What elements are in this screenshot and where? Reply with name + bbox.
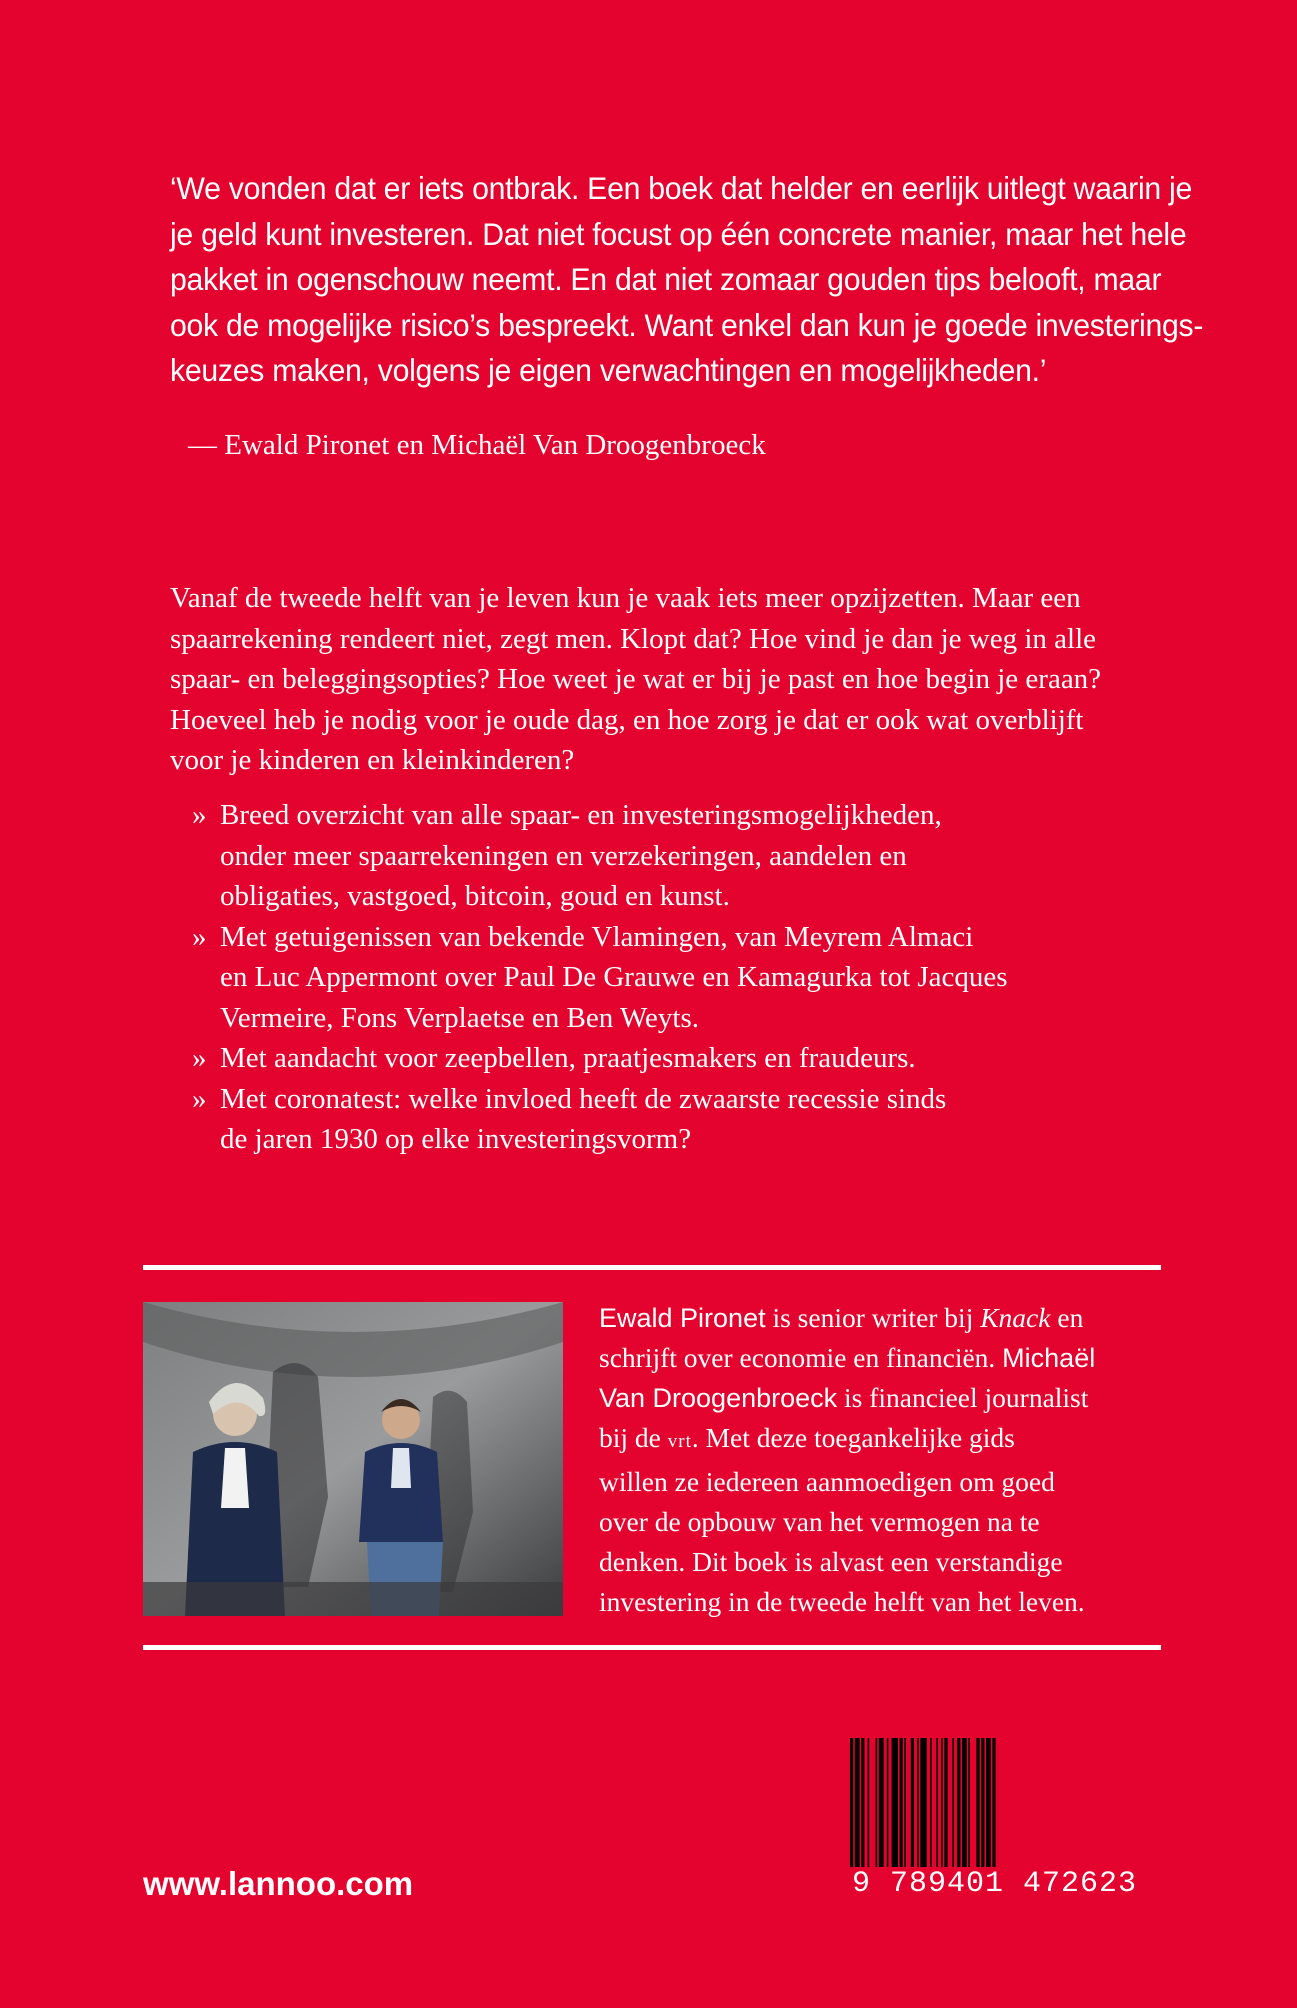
feature-line: Met aandacht voor zeepbellen, praatjesmakers en fraudeurs. — [220, 1042, 916, 1074]
author-name: Ewald Pironet — [599, 1303, 766, 1333]
quote-line: ook de mogelijke risico’s bespreekt. Want enkel dan kun je goede investerings- — [170, 306, 1204, 343]
bullet-marker-icon: » — [192, 920, 207, 953]
feature-list-item — [192, 917, 1172, 1039]
bullet-marker-icon: » — [192, 1082, 207, 1115]
quote-line: je geld kunt investeren. Dat niet focust op één concrete manier, maar het hele — [170, 215, 1187, 252]
bio-text: . Met deze toegankelijke gids — [691, 1422, 1015, 1453]
authors-photo-illustration — [143, 1302, 563, 1616]
feature-line: en Luc Appermont over Paul De Grauwe en Kamagurka tot Jacques — [220, 961, 1008, 993]
bio-line: investering in de tweede helft van het leven. — [599, 1586, 1085, 1617]
feature-line: Met getuigenissen van bekende Vlamingen, van Meyrem Almaci — [220, 920, 974, 953]
intro-line: Vanaf de tweede helft van je leven kun je vaak iets meer opzijzetten. Maar een — [170, 582, 1081, 614]
bio-text: is senior writer bij — [765, 1302, 981, 1333]
broadcaster-name: vrt — [667, 1431, 692, 1452]
magazine-name: Knack — [980, 1302, 1051, 1333]
feature-line: Vermeire, Fons Verplaetse en Ben Weyts. — [220, 1001, 700, 1034]
bio-line — [599, 1298, 1169, 1338]
bio-line — [599, 1378, 1169, 1418]
bio-line: denken. Dit boek is alvast een verstandige — [599, 1546, 1063, 1577]
author-name: Van Droogenbroeck — [599, 1383, 838, 1413]
authors-photo — [143, 1302, 563, 1616]
intro-line: voor je kinderen en kleinkinderen? — [170, 744, 575, 776]
feature-list — [192, 795, 1172, 1160]
feature-line: de jaren 1930 op elke investeringsvorm? — [220, 1123, 692, 1155]
intro-paragraph — [170, 578, 1170, 781]
feature-line: Met coronatest: welke invloed heeft de zwaarste recessie sinds — [220, 1082, 947, 1115]
quote-line: keuzes maken, volgens je eigen verwachtingen en mogelijkheden.’ — [170, 352, 1047, 388]
bio-text: en — [1050, 1302, 1084, 1333]
bio-line — [599, 1418, 1169, 1462]
bio-line: over de opbouw van het vermogen na te — [599, 1506, 1040, 1537]
bio-text: schrijft over economie en financiën. — [599, 1342, 996, 1373]
intro-line: spaarrekening rendeert niet, zegt men. Klopt dat? Hoe vind je dan je weg in alle — [170, 622, 1097, 655]
feature-list-item — [192, 795, 1172, 917]
quote-line: pakket in ogenschouw neemt. En dat niet zomaar gouden tips belooft, maar — [170, 261, 1162, 297]
intro-line: spaar- en beleggingsopties? Hoe weet je wat er bij je past en hoe begin je eraan? — [170, 663, 1102, 695]
feature-line: obligaties, vastgoed, bitcoin, goud en kunst. — [220, 880, 730, 912]
top-divider — [143, 1265, 1161, 1270]
isbn-number: 9 789401 472623 — [848, 1867, 1161, 1917]
quote-line: ‘We vonden dat er iets ontbrak. Een boek dat helder en eerlijk uitlegt waarin je — [170, 170, 1192, 206]
bullet-marker-icon: » — [192, 1042, 207, 1074]
feature-line: onder meer spaarrekeningen en verzekeringen, aandelen en — [220, 839, 907, 872]
publisher-url[interactable]: www.lannoo.com — [143, 1865, 414, 1902]
bio-line: willen ze iedereen aanmoedigen om goed — [599, 1466, 1055, 1497]
quote-attribution: — Ewald Pironet en Michaël Van Droogenbroeck — [188, 429, 766, 461]
back-cover-quote — [170, 166, 1204, 394]
bio-text: is financieel journalist — [837, 1382, 1089, 1413]
bio-text: bij de — [599, 1422, 668, 1453]
bullet-marker-icon: » — [192, 799, 207, 831]
feature-list-item — [192, 1079, 1172, 1160]
author-name: Michaël — [1002, 1343, 1096, 1373]
feature-list-item — [192, 1038, 1172, 1079]
feature-line: Breed overzicht van alle spaar- en investeringsmogelijkheden, — [220, 799, 942, 831]
intro-line: Hoeveel heb je nodig voor je oude dag, en hoe zorg je dat er ook wat overblijft — [170, 703, 1084, 736]
bottom-divider — [143, 1645, 1161, 1650]
author-bio — [599, 1298, 1169, 1622]
bio-line — [599, 1338, 1169, 1378]
